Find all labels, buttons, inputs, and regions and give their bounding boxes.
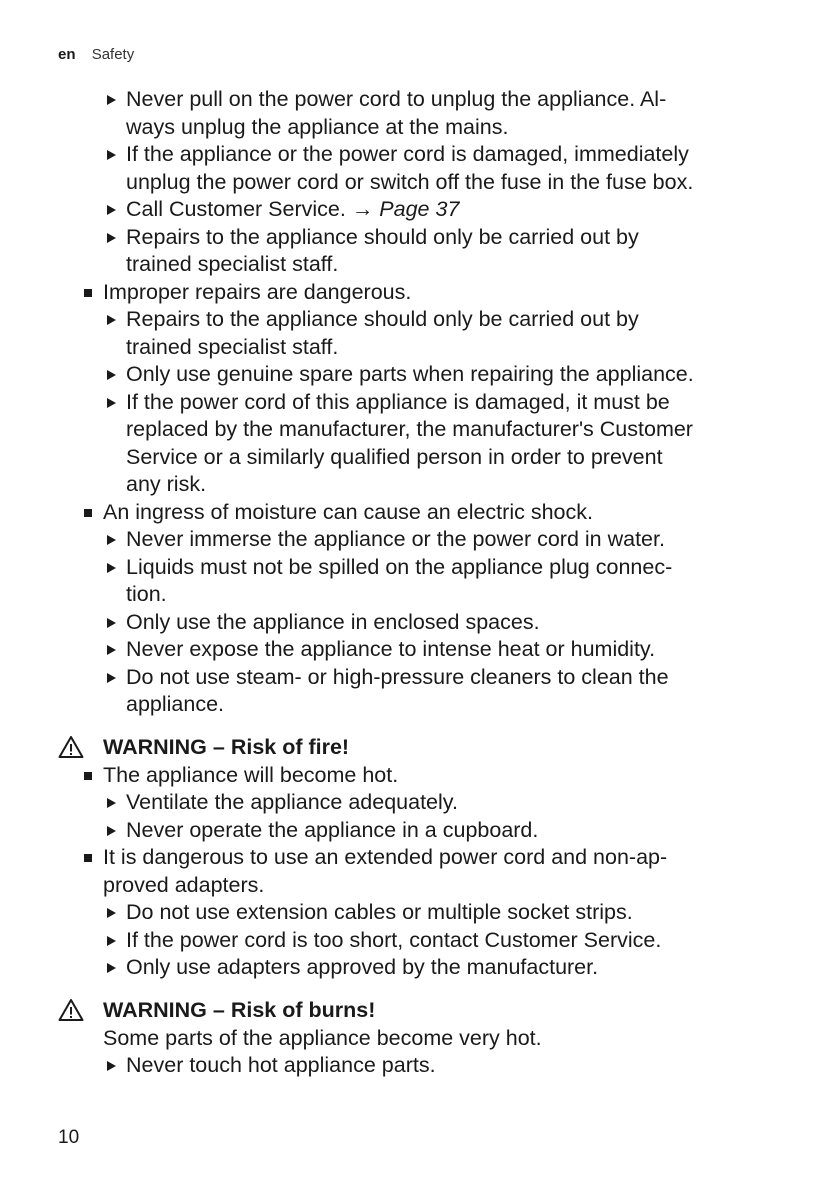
continuation-line <box>0 251 839 279</box>
triangle-bullet-icon <box>107 618 116 628</box>
continuation-line <box>0 581 839 609</box>
continuation-line <box>0 1025 839 1053</box>
warning-heading <box>0 732 839 762</box>
line-text: Repairs to the appliance should only be carried out by <box>126 307 639 331</box>
triangle-bullet-icon <box>107 233 116 243</box>
section-title: Safety <box>91 46 135 63</box>
instruction-step <box>0 196 839 224</box>
square-bullet-icon <box>84 509 92 517</box>
instruction-step <box>0 389 839 417</box>
triangle-bullet-icon <box>107 645 116 655</box>
line-text: Improper repairs are dangerous. <box>103 279 412 304</box>
instruction-step <box>0 899 839 927</box>
instruction-step <box>0 86 839 114</box>
triangle-bullet-icon <box>107 798 116 808</box>
instruction-step <box>0 817 839 845</box>
triangle-bullet-icon <box>107 963 116 973</box>
triangle-bullet-icon <box>107 563 116 573</box>
line-text: Ventilate the appliance adequately. <box>126 790 458 814</box>
instruction-step <box>0 927 839 955</box>
instruction-step <box>0 141 839 169</box>
line-text: tion. <box>126 582 167 606</box>
square-bullet-icon <box>84 772 92 780</box>
instruction-step <box>0 1052 839 1080</box>
line-text: Call Customer Service. → <box>126 197 380 221</box>
hazard-item <box>0 279 839 307</box>
triangle-bullet-icon <box>107 95 116 105</box>
line-text: Never operate the appliance in a cupboard. <box>126 817 539 842</box>
line-text: ways unplug the appliance at the mains. <box>126 114 509 139</box>
instruction-step <box>0 954 839 982</box>
instruction-step <box>0 609 839 637</box>
triangle-bullet-icon <box>107 908 116 918</box>
line-text: Liquids must not be spilled on the appliance plug connec- <box>126 554 673 579</box>
instruction-step <box>0 789 839 817</box>
instruction-step <box>0 636 839 664</box>
section-spacer <box>0 719 839 732</box>
line-text: Service or a similarly qualified person in order to prevent <box>126 444 663 469</box>
line-text: If the power cord of this appliance is damaged, it must be <box>126 389 670 414</box>
instruction-step <box>0 224 839 252</box>
line-text: appliance. <box>126 692 225 716</box>
instruction-step <box>0 664 839 692</box>
warning-triangle-icon <box>58 998 84 1022</box>
section-spacer <box>0 982 839 995</box>
square-bullet-icon <box>84 289 92 297</box>
line-text: Never touch hot appliance parts. <box>126 1053 436 1077</box>
continuation-line <box>0 169 839 197</box>
continuation-line <box>0 691 839 719</box>
line-text: The appliance will become hot. <box>103 762 399 787</box>
line-text: trained specialist staff. <box>126 334 339 359</box>
warning-title: WARNING – Risk of burns! <box>103 997 376 1022</box>
instruction-step <box>0 361 839 389</box>
triangle-bullet-icon <box>107 673 116 683</box>
triangle-bullet-icon <box>107 826 116 836</box>
continuation-line <box>0 416 839 444</box>
continuation-line <box>0 872 839 900</box>
line-text: If the appliance or the power cord is damaged, immediately <box>126 142 689 166</box>
line-text: Do not use extension cables or multiple socket strips. <box>126 900 633 924</box>
line-text: replaced by the manufacturer, the manufacturer's Customer <box>126 417 693 441</box>
instruction-step <box>0 306 839 334</box>
warning-heading <box>0 995 839 1025</box>
continuation-line <box>0 334 839 362</box>
warning-triangle-icon <box>58 735 84 759</box>
page-number: 10 <box>58 1127 80 1148</box>
line-text: unplug the power cord or switch off the fuse in the fuse box. <box>126 169 694 194</box>
continuation-line <box>0 471 839 499</box>
line-text: Only use genuine spare parts when repairing the appliance. <box>126 362 694 386</box>
line-text: Never immerse the appliance or the power cord in water. <box>126 527 665 551</box>
page-reference-link[interactable]: Page 37 <box>379 197 460 221</box>
line-text: An ingress of moisture can cause an electric shock. <box>103 499 593 524</box>
triangle-bullet-icon <box>107 315 116 325</box>
line-text: If the power cord is too short, contact Customer Service. <box>126 927 662 952</box>
triangle-bullet-icon <box>107 936 116 946</box>
triangle-bullet-icon <box>107 1061 116 1071</box>
line-text: trained specialist staff. <box>126 252 339 276</box>
line-text: Only use adapters approved by the manufacturer. <box>126 955 599 979</box>
hazard-item <box>0 762 839 790</box>
triangle-bullet-icon <box>107 150 116 160</box>
line-text: Repairs to the appliance should only be carried out by <box>126 224 639 249</box>
instruction-step <box>0 554 839 582</box>
line-text: Some parts of the appliance become very hot. <box>103 1025 542 1050</box>
triangle-bullet-icon <box>107 398 116 408</box>
line-text: Do not use steam- or high-pressure cleaners to clean the <box>126 664 669 689</box>
line-text: Never pull on the power cord to unplug the appliance. Al- <box>126 87 667 111</box>
instruction-step <box>0 526 839 554</box>
continuation-line <box>0 114 839 142</box>
warning-title: WARNING – Risk of fire! <box>103 734 350 759</box>
triangle-bullet-icon <box>107 535 116 545</box>
hazard-item <box>0 844 839 872</box>
continuation-line <box>0 444 839 472</box>
line-text: Never expose the appliance to intense heat or humidity. <box>126 637 656 661</box>
triangle-bullet-icon <box>107 370 116 380</box>
page-header <box>58 46 134 63</box>
line-text: Only use the appliance in enclosed spaces. <box>126 609 540 634</box>
square-bullet-icon <box>84 854 92 862</box>
triangle-bullet-icon <box>107 205 116 215</box>
language-code: en <box>58 46 76 63</box>
line-text: It is dangerous to use an extended power cord and non-ap- <box>103 845 668 869</box>
line-text: proved adapters. <box>103 872 265 897</box>
hazard-item <box>0 499 839 527</box>
safety-content <box>0 86 839 1080</box>
line-text: any risk. <box>126 472 207 496</box>
